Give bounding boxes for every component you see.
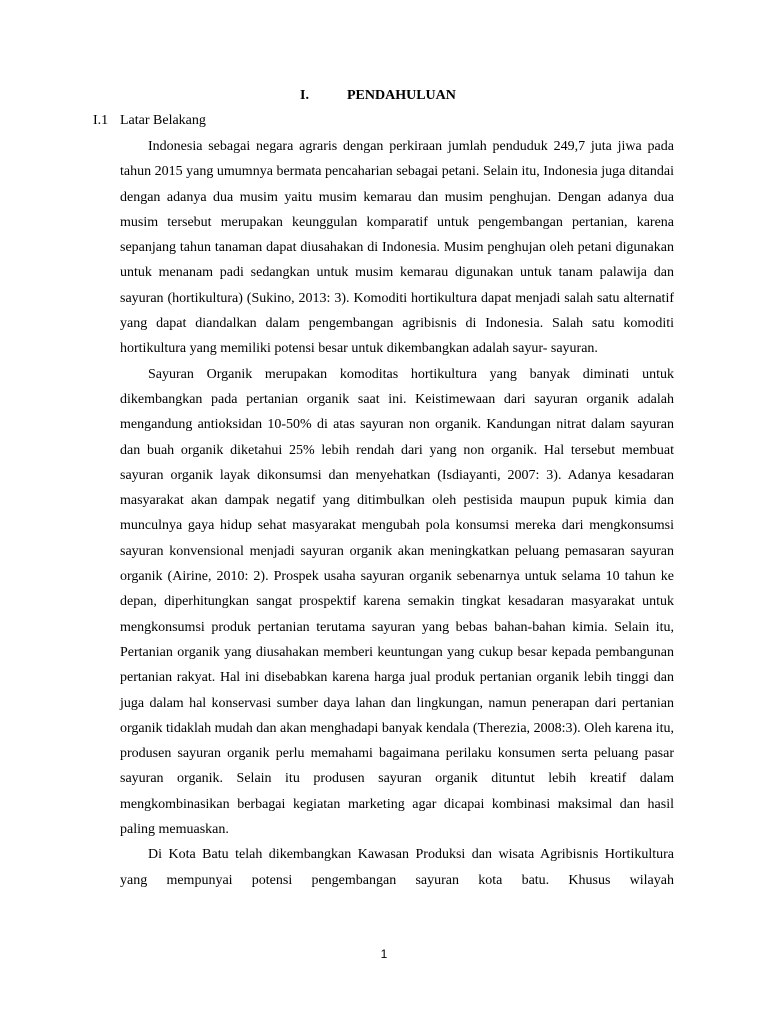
body-text: [120, 134, 674, 893]
paragraph-3: Di Kota Batu telah dikembangkan Kawasan Produksi dan wisata Agribisnis Hortikultura yang mempunyai potensi pengembangan sayuran kota batu. Khusus wilayah: [120, 847, 674, 888]
section-title: Latar Belakang: [120, 113, 206, 128]
chapter-heading: [0, 88, 768, 108]
page-number: 1: [380, 947, 388, 961]
section-number: I.1: [93, 113, 109, 128]
chapter-title: PENDAHULUAN: [347, 88, 456, 103]
paragraph-1: Indonesia sebagai negara agraris dengan perkiraan jumlah penduduk 249,7 juta jiwa pada tahun 2015 yang umumnya bermata pencaharian sebagai petani. Selain itu, Indonesia juga ditandai dengan adanya dua musim yaitu musim kemarau dan musim penghujan. Dengan adanya dua musim tersebut merupakan keunggulan komparatif untuk pengembangan pertanian, karena sepanjang tahun tanaman dapat diusahakan di Indonesia. Musim penghujan oleh petani digunakan untuk menanam padi sedangkan untuk musim kemarau digunakan untuk tanam palawija dan sayuran (hortikultura) (Sukino, 2013: 3). Komoditi hortikultura dapat menjadi salah satu alternatif yang dapat diandalkan dalam pengembangan agribisnis di Indonesia. Salah satu komoditi hortikultura yang memiliki potensi besar untuk dikembangkan adalah sayur- sayuran.: [120, 139, 674, 357]
paragraph-2: Sayuran Organik merupakan komoditas hortikultura yang banyak diminati untuk dikembangkan pada pertanian organik saat ini. Keistimewaan dari sayuran organik adalah mengandung antioksidan 10-50% di atas sayuran non organik. Kandungan nitrat dalam sayuran dan buah organik diketahui 25% lebih rendah dari yang non organik. Hal tersebut membuat sayuran organik layak dikonsumsi dan menyehatkan (Isdiayanti, 2007: 3). Adanya kesadaran masyarakat akan dampak negatif yang ditimbulkan oleh pestisida maupun pupuk kimia dan munculnya gaya hidup sehat masyarakat mengubah pola konsumsi mereka dari mengkonsumsi sayuran konvensional menjadi sayuran organik akan meningkatkan peluang pemasaran sayuran organik (Airine, 2010: 2). Prospek usaha sayuran organik sebenarnya untuk selama 10 tahun ke depan, diperhitungkan sangat prospektif karena semakin tingkat kesadaran masyarakat untuk mengkonsumsi produk pertanian terutama sayuran yang bebas bahan-bahan kimia. Selain itu, Pertanian organik yang diusahakan memberi keuntungan yang cukup besar kepada pembangunan pertanian rakyat. Hal ini disebabkan karena harga jual produk pertanian organik lebih tinggi dan juga dalam hal konservasi sumber daya lahan dan lingkungan, namun penerapan dari pertanian organik tidaklah mudah dan akan menghadapi banyak kendala (Therezia, 2008:3). Oleh karena itu, produsen sayuran organik perlu memahami bagaimana perilaku konsumen serta peluang pasar sayuran organik. Selain itu produsen sayuran organik dituntut lebih kreatif dalam mengkombinasikan berbagai kegiatan marketing agar dicapai kombinasi maksimal dan hasil paling memuaskan.: [120, 366, 674, 838]
chapter-number: I.: [300, 88, 309, 103]
